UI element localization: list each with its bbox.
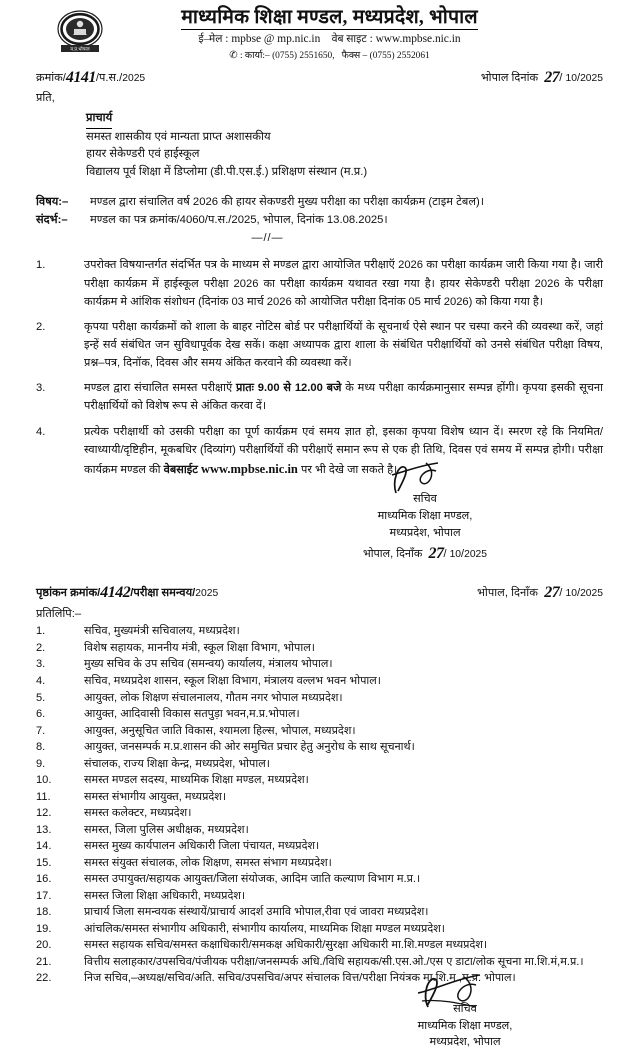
list-item [36, 822, 605, 839]
signature-date-month: 10 [449, 549, 462, 561]
endorsement-suffix: /परीक्षा समन्वय/ [130, 587, 196, 600]
list-item-text: समस्त मुख्य कार्यपालन अधिकारी जिला पंचायत, मध्यप्रदेश। [84, 840, 320, 853]
list-item [36, 904, 605, 921]
endorsement-date-day: 27 [544, 584, 560, 602]
list-item-text: मुख्य सचिव के उप सचिव (समन्वय) कार्यालय, मंत्रालय भोपाल। [84, 658, 333, 671]
list-item-number: 9. [36, 757, 46, 770]
signatory-role: सचिव [453, 1002, 477, 1015]
list-item [36, 723, 605, 740]
list-item-number: 8. [36, 741, 46, 754]
fax-label: फैक्स – [341, 51, 368, 62]
paragraph-number: 3. [36, 382, 46, 395]
signature-block-bottom [370, 1001, 560, 1051]
list-item [36, 838, 605, 855]
list-item-text: आयुक्त, अनुसूचित जाति विकास, श्यामला हिल्स, भोपाल, मध्यप्रदेश। [84, 724, 356, 737]
list-item-number: 18. [36, 906, 52, 919]
signature-date-day: 27 [428, 545, 444, 563]
telephone-icon: ✆ [229, 50, 238, 62]
list-item-text: सचिव, मध्यप्रदेश शासन, स्कूल शिक्षा विभाग, मंत्रालय वल्लभ भवन भोपाल। [84, 675, 381, 687]
list-item [36, 623, 605, 640]
list-item-text: संचालक, राज्य शिक्षा केन्द्र, मध्यप्रदेश, भोपाल। [84, 757, 270, 770]
office-phone-label: कार्या:– [244, 51, 270, 62]
list-item [36, 855, 605, 872]
endorsement-row [0, 584, 619, 604]
list-item [36, 970, 605, 987]
list-item-number: 7. [36, 724, 46, 737]
paragraph-number: 2. [36, 320, 46, 333]
list-item-number: 19. [36, 922, 52, 935]
paragraph-number: 1. [36, 259, 46, 272]
endorsement-date: भोपाल, दिनॉंक 27/ 10/2025 [476, 584, 603, 602]
list-item-number: 4. [36, 675, 46, 687]
list-item-number: 6. [36, 708, 46, 721]
paragraph-item [36, 318, 603, 372]
list-item-number: 15. [36, 856, 52, 869]
reference-number-handwritten: 4141 [65, 69, 96, 86]
list-item-number: 20. [36, 939, 52, 952]
list-item-text: आयुक्त, लोक शिक्षण संचालनालय, गौतम नगर भोपाल मध्यप्रदेश। [84, 691, 343, 704]
endorsement-number [36, 584, 218, 602]
paragraph-text [84, 379, 603, 415]
endorsement-number-handwritten: 4142 [100, 584, 131, 602]
subject-value: मण्डल द्वारा संचालित वर्ष 2026 की हायर सेकण्डरी मुख्य परीक्षा का परीक्षा कार्यक्रम (टाइम टेबल)। [90, 195, 485, 208]
reference-year: 2025 [122, 73, 146, 84]
list-item [36, 805, 605, 822]
list-item [36, 888, 605, 905]
to-label: प्रति, [36, 92, 55, 104]
list-item-text: समस्त सहायक सचिव/समस्त कक्षाधिकारी/समकक्ष अधिकारी/सुरक्षा अधिकारी मा.शि.मण्डल मध्यप्रदेश। [84, 939, 488, 952]
office-phone-value: (0755) 2551650, [272, 51, 335, 62]
reference-row [0, 69, 619, 89]
email-label: ई–मेल [198, 34, 223, 46]
list-item-text: आंचलिक/समस्त संभागीय अधिकारी, संभागीय कार्यालय, माध्यमिक शिक्षा मण्डल मध्यप्रदेश। [84, 922, 445, 935]
list-item-number: 1. [36, 625, 46, 638]
list-item [36, 954, 605, 971]
list-item-number: 21. [36, 955, 52, 968]
mpbse-emblem-icon [47, 9, 113, 55]
signatory-role: सचिव [413, 493, 437, 506]
handwritten-signature [382, 461, 454, 495]
reference-row-detail [36, 211, 619, 229]
reference-prefix: क्रमांक/ [36, 72, 66, 84]
endorsement-date-month: 10 [565, 588, 577, 600]
website-colon: : [369, 33, 376, 46]
list-item-text: प्राचार्य जिला समन्वयक संस्थायें/प्राचार्य आदर्श उमावि भोपाल,रीवा एवं जावरा मध्यप्रदेश। [84, 906, 429, 919]
subject-row [36, 193, 619, 211]
list-item-text: समस्त जिला शिक्षा अधिकारी, मध्यप्रदेश। [84, 889, 246, 902]
handwritten-signature [410, 973, 496, 1009]
date-label: भोपाल दिनांक [480, 72, 539, 84]
list-item [36, 871, 605, 888]
website-value: www.mpbse.nic.in [375, 33, 461, 46]
date-sep-2: / [576, 72, 581, 84]
date-year: 2025 [580, 73, 603, 84]
list-item-number: 17. [36, 889, 52, 902]
list-item-number: 11. [36, 790, 51, 803]
paragraph-segment-bold: प्रातः 9.00 से 12.00 बजे [236, 382, 342, 395]
list-item-text: समस्त, जिला पुलिस अधीक्षक, मध्यप्रदेश। [84, 823, 249, 836]
signature-block-top [330, 491, 520, 566]
list-item-text: सचिव, मुख्यमंत्री सचिवालय, मध्यप्रदेश। [84, 625, 240, 638]
letterhead-header [0, 0, 619, 60]
signature-date-label: भोपाल, दिनॉंक [362, 548, 423, 561]
paragraph-text: उपरोक्त विषयान्तर्गत संदर्भित पत्र के माध्यम से मण्डल द्वारा आयोजित परीक्षाऍ 2026 का परीक्षा कार्यक्रम जारी किया गया है। जारी परीक्षा कार्यक्रम में हाईस्कूल परीक्षा 2026 का परीक्षा कार्यक्रम यथावत रखा गया है। हायर सेकेण्डरी परीक्षा 2026 के परीक्षा कार्यक्रम मे आंशिक संशोधन (दिनांक 03 मार्च 2026 को आयोजित परीक्षा दिनांक 05 मार्च 2026) को किया गया है। [84, 259, 603, 308]
endorsement-date-label: भोपाल, दिनॉंक [476, 587, 538, 600]
paragraph-text [84, 423, 603, 480]
signatory-org-line: माध्यमिक शिक्षा मण्डल, [417, 1019, 513, 1032]
list-item-text: आयुक्त, आदिवासी विकास सतपुड़ा भवन,म.प्र.भोपाल। [84, 708, 300, 721]
endorsement-prefix: पृष्ठांकन क्रमांक/ [36, 587, 101, 600]
list-item-number: 2. [36, 641, 46, 654]
paragraph-item [36, 423, 603, 480]
paragraph-item [36, 256, 603, 310]
reference-label: संदर्भ:– [36, 213, 68, 226]
phone-colon: : [239, 51, 245, 62]
email-value: mpbse @ mp.nic.in [231, 33, 321, 46]
addressee-line: विद्यालय पूर्व शिक्षा में डिप्लोमा (डी.पी.एस.ई.) प्रशिक्षण संस्थान (म.प्र.) [86, 166, 368, 179]
list-item-number: 22. [36, 972, 52, 985]
list-item-number: 10. [36, 774, 52, 787]
subject-block [36, 193, 619, 248]
section-divider: —//— [251, 231, 284, 244]
list-item-text: विशेष सहायक, माननीय मंत्री, स्कूल शिक्षा विभाग, भोपाल। [84, 641, 315, 654]
endorsement-year: 2025 [195, 588, 219, 600]
signatory-org-line: मध्यप्रदेश, भोपाल [429, 1036, 501, 1049]
signature-date-year: 2025 [464, 549, 488, 561]
paragraph-segment-bold: वेबसाईट [163, 463, 198, 476]
list-item [36, 656, 605, 673]
addressee-title: प्राचार्य [86, 110, 112, 129]
signatory-org-line: मध्यप्रदेश, भोपाल [389, 526, 461, 539]
reference-suffix: /प.स./ [95, 72, 123, 84]
list-item-text: आयुक्त, जनसम्पर्क म.प्र.शासन की ओर समुचित प्रचार हेतु अनुरोध के साथ सूचनार्थ। [84, 741, 415, 754]
email-colon: : [225, 33, 232, 46]
website-link[interactable]: www.mpbse.nic.in [197, 461, 302, 476]
list-item [36, 673, 605, 690]
reference-value: मण्डल का पत्र क्रमांक/4060/प.स./2025, भोपाल, दिनांक 13.08.2025। [90, 213, 388, 226]
list-item [36, 921, 605, 938]
paragraph-segment: के मध्य परीक्षा कार्यक्रमानुसार सम्पन्न होंगी। कृपया इसकी सूचना परीक्षार्थियों को विशेष रूप से अंकित करवा दें। [84, 382, 604, 413]
paragraph-number: 4. [36, 425, 46, 438]
addressee-block [86, 110, 619, 182]
list-item [36, 756, 605, 773]
list-item [36, 772, 605, 789]
list-item-number: 12. [36, 807, 52, 820]
list-item-number: 3. [36, 658, 46, 671]
paragraph-segment: प्रत्येक परीक्षार्थी को उसकी परीक्षा का पूर्ण कार्यक्रम एवं समय ज्ञात हो, इसका कृपया विशेष ध्यान दें। स्मरण रहे कि नियमित/स्वाध्यायी/दृष्टिहीन, मूकबधिर (दिव्यांग) परीक्षार्थियों की परीक्षाऍ समान रूप से एक ही तिथि, दिवस एवं समय में सम्पन्न होगी। परीक्षा कार्यक्रम मण्डल की [84, 425, 603, 476]
list-item-number: 14. [36, 840, 52, 853]
list-item-number: 5. [36, 691, 46, 704]
list-item [36, 706, 605, 723]
date-sep-1: / [559, 72, 563, 84]
signature-date: भोपाल, दिनॉंक 27/ 10/2025 [362, 545, 488, 563]
list-item-text: समस्त कलेक्टर, मध्यप्रदेश। [84, 807, 192, 820]
list-item-text: समस्त उपायुक्त/सहायक आयुक्त/जिला संयोजक, आदिम जाति कल्याण विभाग म.प्र.। [84, 873, 421, 886]
letter-date [481, 69, 603, 87]
list-item [36, 690, 605, 707]
letter-reference-number [36, 69, 145, 87]
list-item-number: 13. [36, 823, 52, 836]
list-item [36, 937, 605, 954]
endorsement-date-year: 2025 [580, 588, 603, 600]
svg-text:म.प्र.भोपाल: म.प्र.भोपाल [70, 46, 90, 52]
list-item [36, 739, 605, 756]
list-item-number: 16. [36, 873, 52, 886]
signatory-org-line: माध्यमिक शिक्षा मण्डल, [377, 509, 473, 522]
list-item-text: समस्त संभागीय आयुक्त, मध्यप्रदेश। [84, 790, 227, 803]
paragraph-list [36, 256, 603, 479]
website-label: वेब साइट [331, 34, 367, 46]
date-day-handwritten: 27 [544, 69, 560, 86]
list-item [36, 640, 605, 657]
copy-recipient-list [0, 623, 619, 986]
addressee-line: हायर सेकेण्डरी एवं हाईस्कूल [86, 148, 200, 161]
paragraph-text: कृपया परीक्षा कार्यक्रमों को शाला के बाहर नोटिस बोर्ड पर परीक्षार्थियों के सूचनार्थ ऐसे स्थान पर चस्पा करने की व्यवस्था करें, जहां इन्हें सर्व संबंधित जन सुविधापूर्वक देख सकें। कक्षा अध्यापक द्वारा शाला के संबंधित परीक्षार्थियों को उनसे संबंधित परीक्षा विषय, प्रश्न–पत्र, दिनॉक, दिवस और समय अंकित करवाने की व्यवस्था करें। [84, 320, 603, 370]
paragraph-segment: पर भी देखे जा सकते है। [301, 463, 398, 476]
copy-to-label: प्रतिलिपि:– [36, 608, 82, 621]
paragraph-segment: मण्डल द्वारा संचालित समस्त परीक्षाऍ [84, 382, 237, 395]
fax-value: (0755) 2552061 [369, 51, 430, 62]
list-item [36, 789, 605, 806]
subject-label: विषय:– [36, 195, 69, 208]
date-month: 10 [565, 73, 577, 84]
paragraph-item [36, 379, 603, 415]
list-item-text: समस्त संयुक्त संचालक, लोक शिक्षण, समस्त संभाग मध्यप्रदेश। [84, 856, 332, 869]
list-item-text: वित्तीय सलाहकार/उपसचिव/पंजीयक परीक्षा/जनसम्पर्क अधि./विधि सहायक/सी.एस.ओ./एस ए डाटा/लोक सूचना मा.शि.मं,म.प्र.। [84, 955, 584, 968]
organization-title-text: माध्यमिक शिक्षा मण्डल, मध्यप्रदेश, भोपाल [181, 7, 478, 28]
list-item-text: निज सचिव,–अध्यक्ष/सचिव/अति. सचिव/उपसचिव/अपर संचालक वित्त/परीक्षा नियंत्रक मा.शि.म.,म.प्र. भोपाल। [84, 972, 516, 985]
list-item-text: समस्त मण्डल सदस्य, माध्यमिक शिक्षा मण्डल, मध्यप्रदेश। [84, 774, 309, 787]
addressee-line: समस्त शासकीय एवं मान्यता प्राप्त अशासकीय [86, 130, 271, 143]
